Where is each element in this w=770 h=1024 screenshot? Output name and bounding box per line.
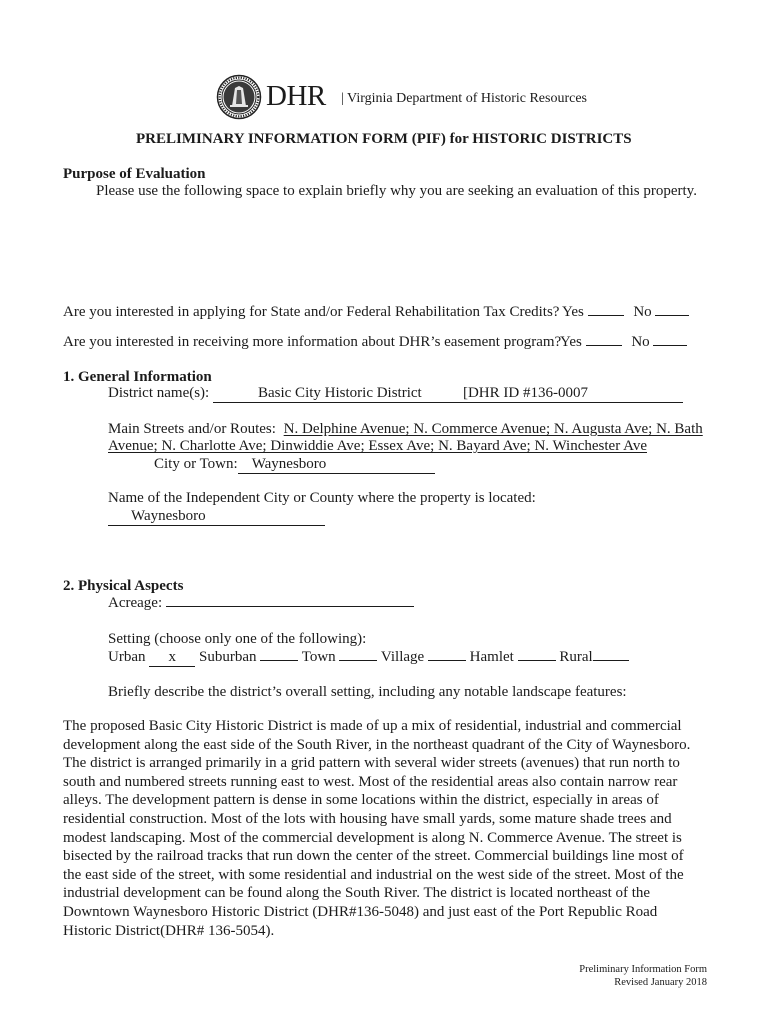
district-name-label: District name(s):: [108, 385, 210, 401]
tax-credit-yes-label: Yes: [562, 304, 584, 320]
easement-no-label: No: [631, 334, 650, 350]
agency-abbreviation: DHR: [266, 80, 326, 112]
easement-no-field[interactable]: [653, 344, 687, 346]
tax-credit-yes-field[interactable]: [588, 314, 624, 316]
setting-village-label: Village: [380, 649, 425, 665]
district-name-field[interactable]: [213, 384, 463, 403]
setting-description[interactable]: The proposed Basic City Historic District is made of up a mix of residential, industrial and commercial development along the east side of the South River, in the northeast quadrant of the City of Waynesboro. The district is arranged primarily in a grid pattern with several wider streets (avenues) that run north to south and numbered streets running east to west. Most of the residential areas also contain narrow rear alleys. The development pattern is dense in some locations within the district, especially in areas of residential construction. Most of the lots with housing have small yards, some mature shade trees and modest landscaping. Most of the commercial development is along N. Commerce Avenue. The street is bisected by the railroad tracks that run down the center of the street. Commercial buildings line most of the east side of the street, with some residential and industrial on the west side of the street. Most of the industrial development can be found along the South River. The district is located northeast of the Downtown Waynesboro Historic District (DHR#136-5048) and just east of the Port Republic Road Historic District(DHR# 136-5054).: [63, 718, 691, 939]
general-info-heading: 1. General Information: [63, 369, 212, 385]
tax-credit-answers: [562, 303, 689, 321]
setting-hamlet-label: Hamlet: [469, 649, 514, 665]
agency-name: | Virginia Department of Historic Resources: [341, 91, 587, 106]
setting-suburban-label: Suburban: [199, 649, 257, 665]
physical-aspects-heading: 2. Physical Aspects: [63, 578, 184, 594]
city-field[interactable]: [238, 455, 435, 474]
main-streets-value-line1[interactable]: N. Delphine Avenue; N. Commerce Avenue; N. Augusta Ave; N. Bath: [283, 421, 703, 437]
setting-urban-field[interactable]: [149, 648, 195, 667]
acreage-field[interactable]: [166, 605, 414, 607]
easement-yes-label: Yes: [560, 334, 582, 350]
dhr-id-field[interactable]: [463, 384, 683, 403]
acreage-row: [108, 594, 414, 612]
acreage-label: Acreage:: [108, 595, 163, 611]
district-name-row: [108, 384, 683, 403]
footer-line-2: Revised January 2018: [614, 977, 707, 988]
setting-town-label: Town: [301, 649, 336, 665]
setting-rural-label: Rural: [559, 649, 593, 665]
city-value: Waynesboro: [251, 456, 327, 472]
setting-hamlet-field[interactable]: [518, 659, 556, 661]
city-row: [154, 455, 435, 474]
describe-setting-label: Briefly describe the district’s overall setting, including any notable landscape features:: [108, 684, 627, 700]
setting-urban-mark: x: [168, 649, 176, 665]
easement-yes-field[interactable]: [586, 344, 622, 346]
county-value: Waynesboro: [131, 508, 206, 524]
county-label: Name of the Independent City or County where the property is located:: [108, 490, 536, 506]
tax-credit-question: [63, 303, 559, 321]
setting-town-field[interactable]: [339, 659, 377, 661]
setting-label: Setting (choose only one of the following):: [108, 631, 367, 647]
virginia-seal-icon: [216, 74, 262, 125]
main-streets-value-line2[interactable]: Avenue; N. Charlotte Ave; Dinwiddie Ave; Essex Ave; N. Bayard Ave; N. Winchester Ave: [108, 438, 647, 454]
setting-village-field[interactable]: [428, 659, 466, 661]
main-streets-label: Main Streets and/or Routes:: [108, 421, 276, 437]
district-name-value: Basic City Historic District: [257, 385, 422, 401]
city-label: City or Town:: [154, 456, 238, 472]
setting-options: [108, 648, 629, 667]
tax-credit-question-text: Are you interested in applying for State and/or Federal Rehabilitation Tax Credits?: [63, 304, 560, 320]
setting-rural-field[interactable]: [593, 659, 629, 661]
footer-line-1: Preliminary Information Form: [579, 964, 707, 975]
tax-credit-no-field[interactable]: [655, 314, 689, 316]
county-field[interactable]: [108, 507, 325, 526]
tax-credit-no-label: No: [633, 304, 652, 320]
easement-question: [63, 333, 561, 351]
dhr-id-value: [DHR ID #136-0007: [462, 385, 588, 401]
county-row: [108, 507, 325, 526]
easement-question-text: Are you interested in receiving more information about DHR’s easement program?: [63, 334, 562, 350]
easement-answers: [560, 333, 687, 351]
setting-suburban-field[interactable]: [260, 659, 298, 661]
setting-urban-label: Urban: [108, 649, 146, 665]
purpose-heading: Purpose of Evaluation: [63, 166, 206, 182]
main-streets-row: [108, 420, 703, 438]
footer: [579, 963, 707, 989]
purpose-instruction: Please use the following space to explain briefly why you are seeking an evaluation of this property.: [96, 183, 697, 199]
form-title: PRELIMINARY INFORMATION FORM (PIF) for HISTORIC DISTRICTS: [136, 131, 632, 147]
